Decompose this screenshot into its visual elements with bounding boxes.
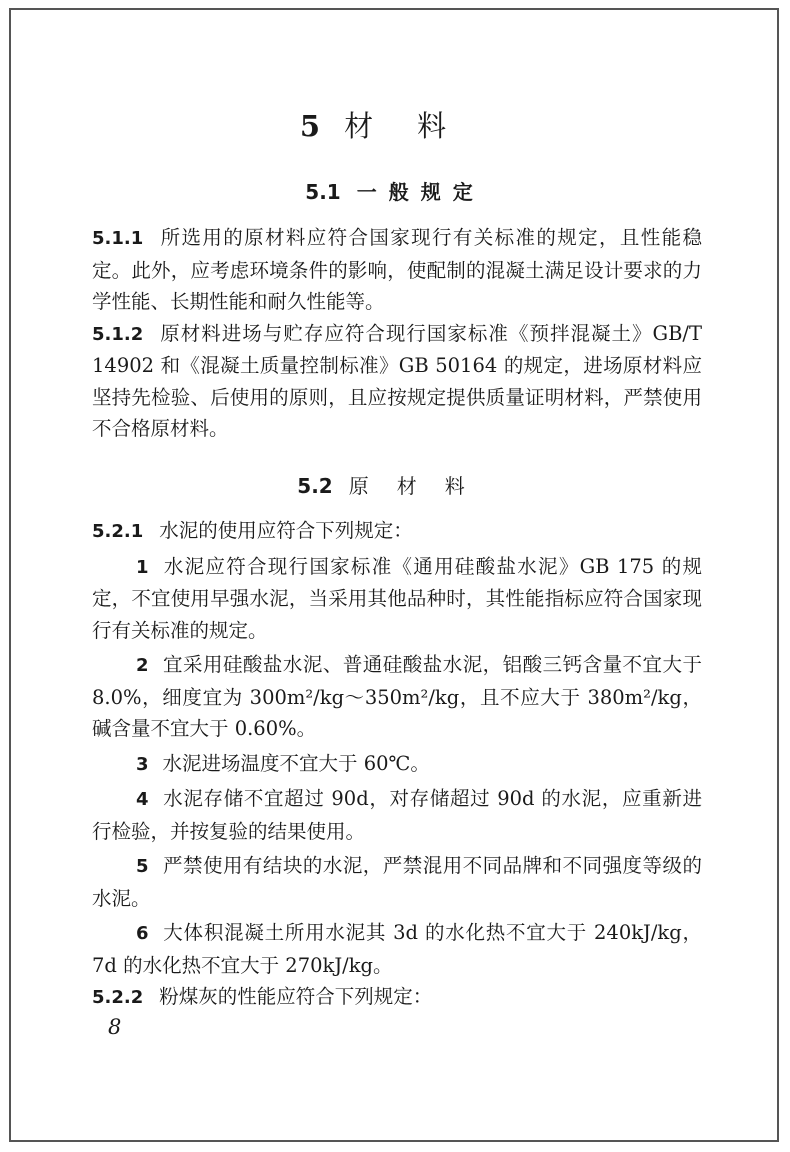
page-number: 8 bbox=[108, 1015, 122, 1039]
clause-5-2-2 bbox=[92, 981, 702, 1014]
section-5-1-body bbox=[92, 222, 702, 445]
clause-number: 5.1.2 bbox=[92, 323, 144, 345]
section-heading-5-2 bbox=[0, 470, 790, 499]
chapter-number: 5 bbox=[299, 109, 323, 143]
clause-5-2-1 bbox=[92, 515, 702, 548]
section-title: 原材料 bbox=[348, 474, 493, 498]
clause-text: 原材料进场与贮存应符合现行国家标准《预拌混凝土》GB/T 14902 和《混凝土质量控制标准》GB 50164 的规定，进场原材料应坚持先检验、后使用的原则，且应按规定提供质量证明材料，严禁使用不合格原材料。 bbox=[92, 321, 702, 440]
clause-number: 5.2.2 bbox=[92, 987, 144, 1008]
item-text: 大体积混凝土所用水泥其 3d 的水化热不宜大于 240kJ/kg，7d 的水化热不宜大于 270kJ/kg。 bbox=[92, 921, 702, 977]
section-heading-5-1 bbox=[0, 176, 790, 205]
list-item bbox=[92, 917, 702, 981]
section-number: 5.2 bbox=[297, 474, 333, 498]
item-number: 3 bbox=[136, 753, 149, 775]
clause-text: 粉煤灰的性能应符合下列规定： bbox=[159, 985, 433, 1008]
item-number: 5 bbox=[136, 856, 149, 877]
clause-number: 5.2.1 bbox=[92, 521, 144, 542]
clause-number: 5.1.1 bbox=[92, 228, 144, 249]
section-5-2-body bbox=[92, 515, 702, 1014]
clause-text: 水泥的使用应符合下列规定： bbox=[159, 519, 413, 542]
item-number: 6 bbox=[136, 923, 149, 944]
item-text: 水泥进场温度不宜大于 60℃。 bbox=[162, 751, 430, 775]
clause-text: 所选用的原材料应符合国家现行有关标准的规定，且性能稳定。此外，应考虑环境条件的影响，使配制的混凝土满足设计要求的力学性能、长期性能和耐久性能等。 bbox=[92, 226, 702, 313]
item-text: 严禁使用有结块的水泥，严禁混用不同品牌和不同强度等级的水泥。 bbox=[92, 854, 702, 910]
list-item bbox=[92, 551, 702, 647]
list-item bbox=[92, 783, 702, 847]
chapter-heading bbox=[0, 104, 790, 145]
item-text: 水泥存储不宜超过 90d，对存储超过 90d 的水泥，应重新进行检验，并按复验的结果使用。 bbox=[92, 787, 702, 843]
item-text: 宜采用硅酸盐水泥、普通硅酸盐水泥，铝酸三钙含量不宜大于 8.0%，细度宜为 300m²/kg～350m²/kg，且不应大于 380m²/kg，碱含量不宜大于 0.60%。 bbox=[92, 653, 702, 740]
item-number: 2 bbox=[136, 655, 149, 676]
list-item bbox=[92, 649, 702, 745]
clause-5-1-2 bbox=[92, 318, 702, 445]
section-title: 一般规定 bbox=[356, 180, 485, 204]
item-text: 水泥应符合现行国家标准《通用硅酸盐水泥》GB 175 的规定，不宜使用早强水泥，当采用其他品种时，其性能指标应符合国家现行有关标准的规定。 bbox=[92, 554, 702, 642]
list-item bbox=[92, 850, 702, 914]
clause-5-1-1 bbox=[92, 222, 702, 318]
item-number: 1 bbox=[136, 556, 149, 578]
item-number: 4 bbox=[136, 789, 149, 810]
chapter-title: 材料 bbox=[344, 109, 491, 143]
list-item bbox=[92, 748, 702, 781]
section-number: 5.1 bbox=[305, 180, 341, 204]
